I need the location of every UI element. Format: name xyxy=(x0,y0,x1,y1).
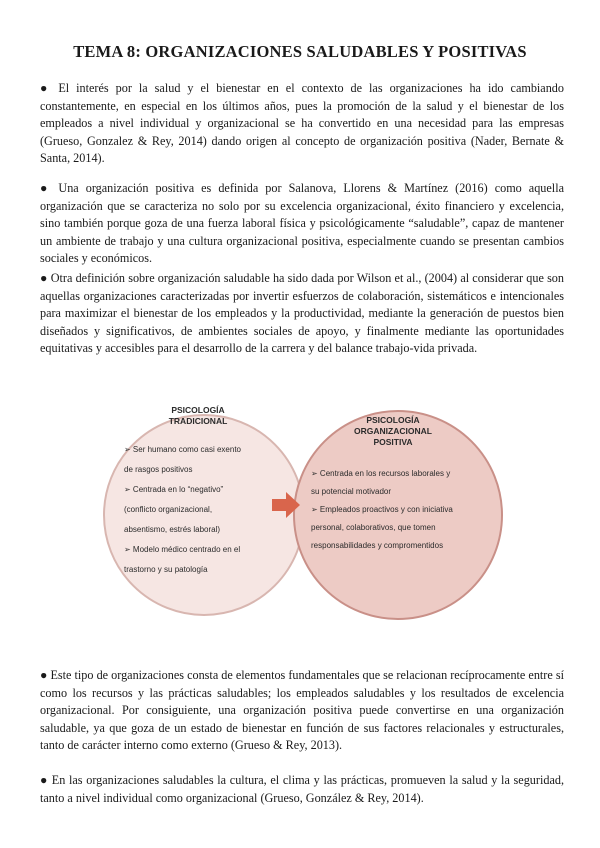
bullet: ● xyxy=(40,773,49,787)
right-line-4: personal, colaborativos, que tomen xyxy=(311,523,436,532)
bullet: ● xyxy=(40,81,52,95)
left-title-line-2: TRADICIONAL xyxy=(168,416,228,426)
left-line-1: ➢ Ser humano como casi exento xyxy=(124,445,241,454)
paragraph-5 xyxy=(40,772,564,807)
right-line-2: su potencial motivador xyxy=(311,487,392,496)
paragraph-2 xyxy=(40,180,564,268)
paragraph-1 xyxy=(40,80,564,168)
bullet: ● xyxy=(40,181,52,195)
right-line-5: responsabilidades y compromentidos xyxy=(311,541,444,550)
right-line-3: ➢ Empleados proactivos y con iniciativa xyxy=(311,505,453,514)
bullet: ● xyxy=(40,271,48,285)
right-line-1: ➢ Centrada en los recursos laborales y xyxy=(311,469,451,478)
paragraph-text: Una organización positiva es definida por Salanova, Llorens & Martínez (2016) como aquella organización que se caracteriza no solo por su excelencia organizacional, éxito financiero y excelencia, sino también porque goza de una fuerza laboral física y psicológicamente “saludable”, capaz de mantener un ambiente de trabajo y una cultura organizacional positiva, especialmente cuando se presentan cambios sociales y económicos. xyxy=(40,181,564,266)
paragraph-text: El interés por la salud y el bienestar en el contexto de las organizaciones ha ido cambiando constantemente, en especial en los últimos años, pues la promoción de la salud y el bienestar de los empleados a nivel individual y organizacional se ha convertido en una necesidad para las empresas (Grueso, Gonzalez & Rey, 2014) dando origen al concepto de organización positiva (Nader, Bernate & Santa, 2014). xyxy=(40,81,564,166)
right-title-line-2: ORGANIZACIONAL xyxy=(354,426,432,436)
psychology-comparison-diagram xyxy=(100,380,558,650)
page-title: TEMA 8: ORGANIZACIONES SALUDABLES Y POSITIVAS xyxy=(73,42,527,61)
left-line-4: (conflicto organizacional, xyxy=(124,505,213,514)
paragraph-text: Otra definición sobre organización saludable ha sido dada por Wilson et al., (2004) al considerar que son aquellas organizaciones caracterizadas por invertir esfuerzos de colaboración, sistemáticos e intencionales para maximizar el bienestar de los empleados y la productividad, mediante la generación de puestos bien diseñados y significativos, de ambientes sociales de apoyo, y finalmente mediante las oportunidades equitativas y accesibles para el desarrollo de la carrera y del balance trabajo-vida privada. xyxy=(40,271,564,356)
paragraph-4 xyxy=(40,667,564,755)
left-line-6: ➢ Modelo médico centrado en el xyxy=(124,545,241,554)
left-line-7: trastorno y su patología xyxy=(124,565,208,574)
paragraph-text: Este tipo de organizaciones consta de elementos fundamentales que se relacionan recíprocamente entre sí como los recursos y las prácticas saludables; los empleados saludables y los resultados de excelencia organizacional. Por consiguiente, una organización positiva puede convertirse en una organización saludable, ya que goza de un estado de bienestar en función de sus factores relacionales y estructurales, tanto de carácter interno como externo (Grueso & Rey, 2013). xyxy=(40,668,564,753)
left-line-2: de rasgos positivos xyxy=(124,465,193,474)
paragraph-text: En las organizaciones saludables la cultura, el clima y las prácticas, promueven la salud y la seguridad, tanto a nivel individual como organizacional (Grueso, González & Rey, 2014). xyxy=(40,773,564,805)
left-line-3: ➢ Centrada en lo “negativo” xyxy=(124,485,224,494)
left-title-line-1: PSICOLOGÍA xyxy=(171,405,225,415)
left-line-5: absentismo, estrés laboral) xyxy=(124,525,221,534)
right-title-line-3: POSITIVA xyxy=(373,437,413,447)
bullet: ● xyxy=(40,668,48,682)
paragraph-3 xyxy=(40,270,564,358)
right-title-line-1: PSICOLOGÍA xyxy=(366,415,420,425)
